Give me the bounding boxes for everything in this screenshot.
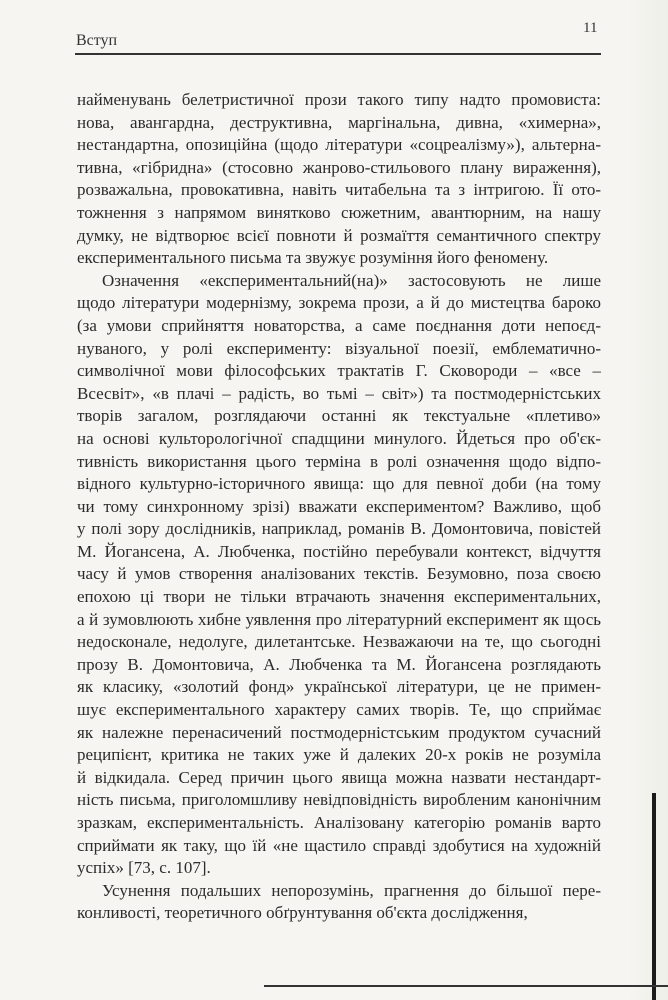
- footer-rule: [264, 985, 668, 987]
- text-line: прозу В. Домонтовича, А. Любченка та М. Йогансена розглядають: [77, 654, 601, 674]
- text-line: чи тому синхронному зрізі) вважати експериментом? Важливо, щоб: [77, 496, 601, 516]
- text-line: реципієнт, критика не таких уже й далеких 20-х років не розуміла: [77, 745, 601, 765]
- text-line: найменувань белетристичної прози такого типу надто промовиста:: [77, 90, 601, 109]
- body-text: [77, 89, 601, 925]
- text-line: розважальна, провокативна, навіть читабельна та з інтригою. Її ото-: [77, 180, 601, 200]
- text-line: ність письма, приголомшливу невідповідність виробленим канонічним: [77, 790, 601, 810]
- paragraph: [77, 270, 601, 880]
- text-line: епохою ці твори не тільки втрачають значення експериментальних,: [77, 587, 601, 607]
- text-line: експериментального письма та звужує розуміння його феномену.: [77, 248, 549, 268]
- page-edge-shadow: [628, 0, 668, 1000]
- text-line: а й зумовлюють хибне уявлення про літературний експеримент як щось: [77, 609, 601, 629]
- text-line: нуваного, у ролі експерименту: візуальної поезії, емблематично-: [77, 338, 601, 358]
- paragraph: [77, 89, 601, 270]
- text-line: щодо літератури модернізму, зокрема прози, а й до мистецтва бароко: [77, 293, 601, 313]
- header-rule: [75, 53, 601, 55]
- text-line: символічної мови філософських трактатів Г. Сковороди – «все –: [77, 361, 601, 381]
- text-line: конливості, теоретичного обґрунтування об'єкта дослідження,: [77, 903, 528, 923]
- text-line: (за умови сприйняття новаторства, а саме поєднання доти непоєд-: [77, 315, 601, 335]
- text-line: зразкам, експериментальність. Аналізовану категорію романів варто: [77, 813, 601, 832]
- text-line: у полі зору дослідників, наприклад, романів В. Домонтовича, повістей: [77, 519, 601, 539]
- text-line: успіх» [73, с. 107].: [77, 858, 211, 878]
- text-line: нестандартна, опозиційна (щодо літератури «соцреалізму»), альтерна-: [77, 135, 601, 155]
- text-line: шує експериментального характеру самих творів. Те, що сприймає: [77, 700, 601, 720]
- running-head: Вступ: [76, 32, 118, 49]
- page-number: 11: [583, 20, 598, 36]
- text-line: тожнення з напрямом винятково сюжетним, авантюрним, на нашу: [77, 202, 601, 222]
- text-line: творів загалом, розглядаючи останні як текстуальне «плетиво»: [77, 406, 601, 426]
- text-line: Означення «експериментальний(на)» застосовують не лише: [102, 270, 601, 290]
- text-line: як класику, «золотий фонд» української літератури, це не примен-: [77, 677, 601, 697]
- text-line: нова, авангардна, деструктивна, маргінальна, дивна, «химерна»,: [77, 112, 601, 132]
- text-line: М. Йогансена, А. Любченка, постійно перебували контекст, відчуття: [77, 541, 601, 561]
- text-line: Усунення подальших непорозумінь, прагнення до більшої пере-: [102, 880, 601, 900]
- text-line: тивність використання цього терміна в ролі означення щодо відпо-: [77, 451, 601, 471]
- paragraph: [77, 880, 601, 925]
- text-line: відного культурно-історичного явища: що для певної доби (на тому: [77, 474, 601, 494]
- text-line: часу й умов створення аналізованих текстів. Безумовно, поза своєю: [77, 564, 601, 584]
- text-line: Всесвіт», «в плачі – радість, во тьмі – світ») та постмодерністських: [77, 383, 601, 403]
- text-line: думку, не відтворює всієї повноти й розмаїття семантичного спектру: [77, 225, 601, 245]
- text-line: й відкидала. Серед причин цього явища можна назвати нестандарт-: [77, 767, 601, 787]
- text-line: тивна, «гібридна» (стосовно жанрово-стильового плану вираження),: [77, 157, 601, 177]
- text-line: сприймати як таку, що їй «не щастило справді здобутися на художній: [77, 835, 601, 855]
- text-line: як належне перенасичений постмодерністським продуктом сучасний: [77, 722, 601, 742]
- text-line: на основі культорологічної спадщини минулого. Йдеться про об'єк-: [77, 428, 601, 448]
- margin-bar: [652, 793, 656, 1000]
- text-line: недосконале, недолуге, дилетантське. Незважаючи на те, що сьогодні: [77, 632, 601, 652]
